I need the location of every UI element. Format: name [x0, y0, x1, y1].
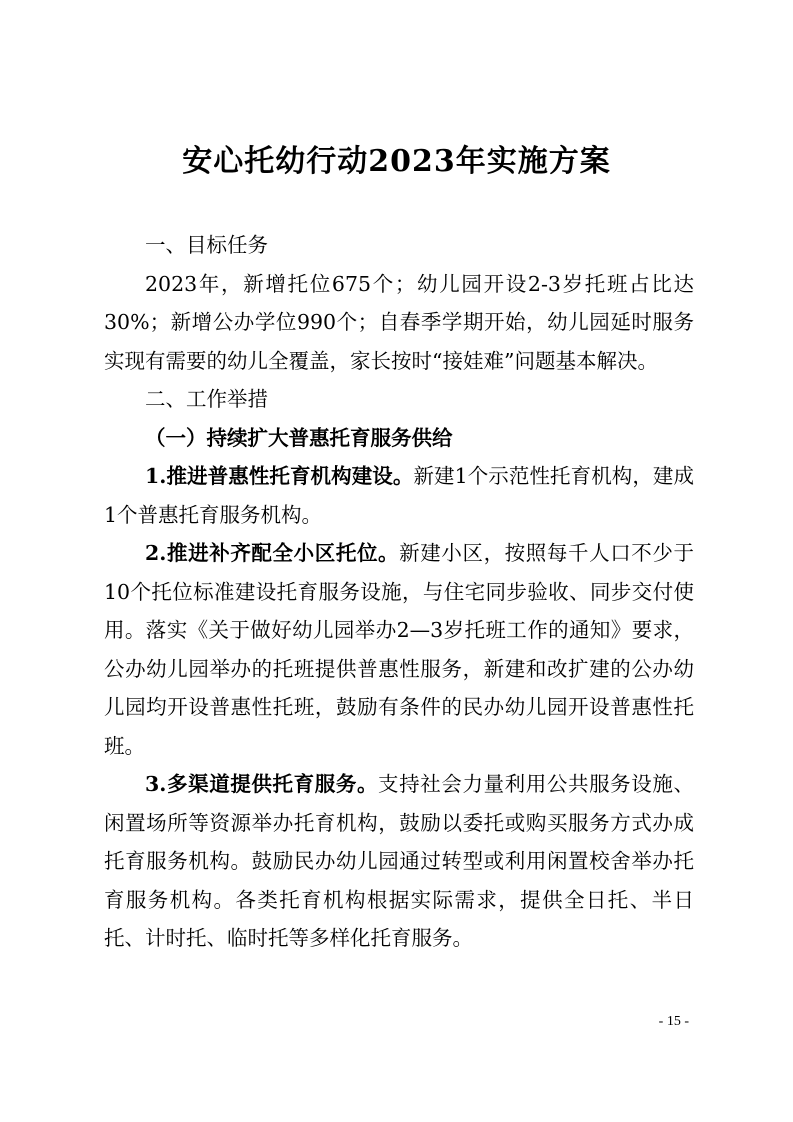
page-number: - 15 -: [658, 1014, 689, 1029]
goals-paragraph: 2023年，新增托位675个；幼儿园开设2-3岁托班占比达30%；新增公办学位990个；自春季学期开始，幼儿园延时服务实现有需要的幼儿全覆盖，家长按时“接娃难”问题基本解决。: [104, 271, 694, 373]
measure-item-1: [104, 457, 694, 534]
measure-item-1-lead: 1.推进普惠性托育机构建设。: [145, 464, 414, 488]
measure-item-2-lead: 2.推进补齐配全小区托位。: [145, 541, 400, 565]
measure-item-3-lead: 3.多渠道提供托育服务。: [145, 772, 379, 796]
measure-item-2-text: 新建小区，按照每千人口不少于10个托位标准建设托育服务设施，与住宅同步验收、同步交付使用。落实《关于做好幼儿园举办2—3岁托班工作的通知》要求，公办幼儿园举办的托班提供普惠性服务，新建和改扩建的公办幼儿园均开设普惠性托班，鼓励有条件的民办幼儿园开设普惠性托班。: [104, 541, 695, 758]
document-body: [104, 226, 694, 958]
measure-item-3-text: 支持社会力量利用公共服务设施、闲置场所等资源举办托育机构，鼓励以委托或购买服务方式办成托育服务机构。鼓励民办幼儿园通过转型或利用闲置校舍举办托育服务机构。各类托育机构根据实际需求，提供全日托、半日托、计时托、临时托等多样化托育服务。: [104, 772, 694, 950]
document-title: 安心托幼行动2023年实施方案: [182, 144, 611, 179]
measure-item-2: [104, 534, 694, 765]
section-heading-goals: 一、目标任务: [145, 233, 268, 257]
measure-item-1-text: 新建1个示范性托育机构，建成1个普惠托育服务机构。: [104, 464, 695, 527]
subsection-heading: （一）持续扩大普惠托育服务供给: [145, 425, 453, 450]
measure-item-3: [104, 765, 694, 958]
section-heading-measures: 二、工作举措: [145, 387, 268, 411]
